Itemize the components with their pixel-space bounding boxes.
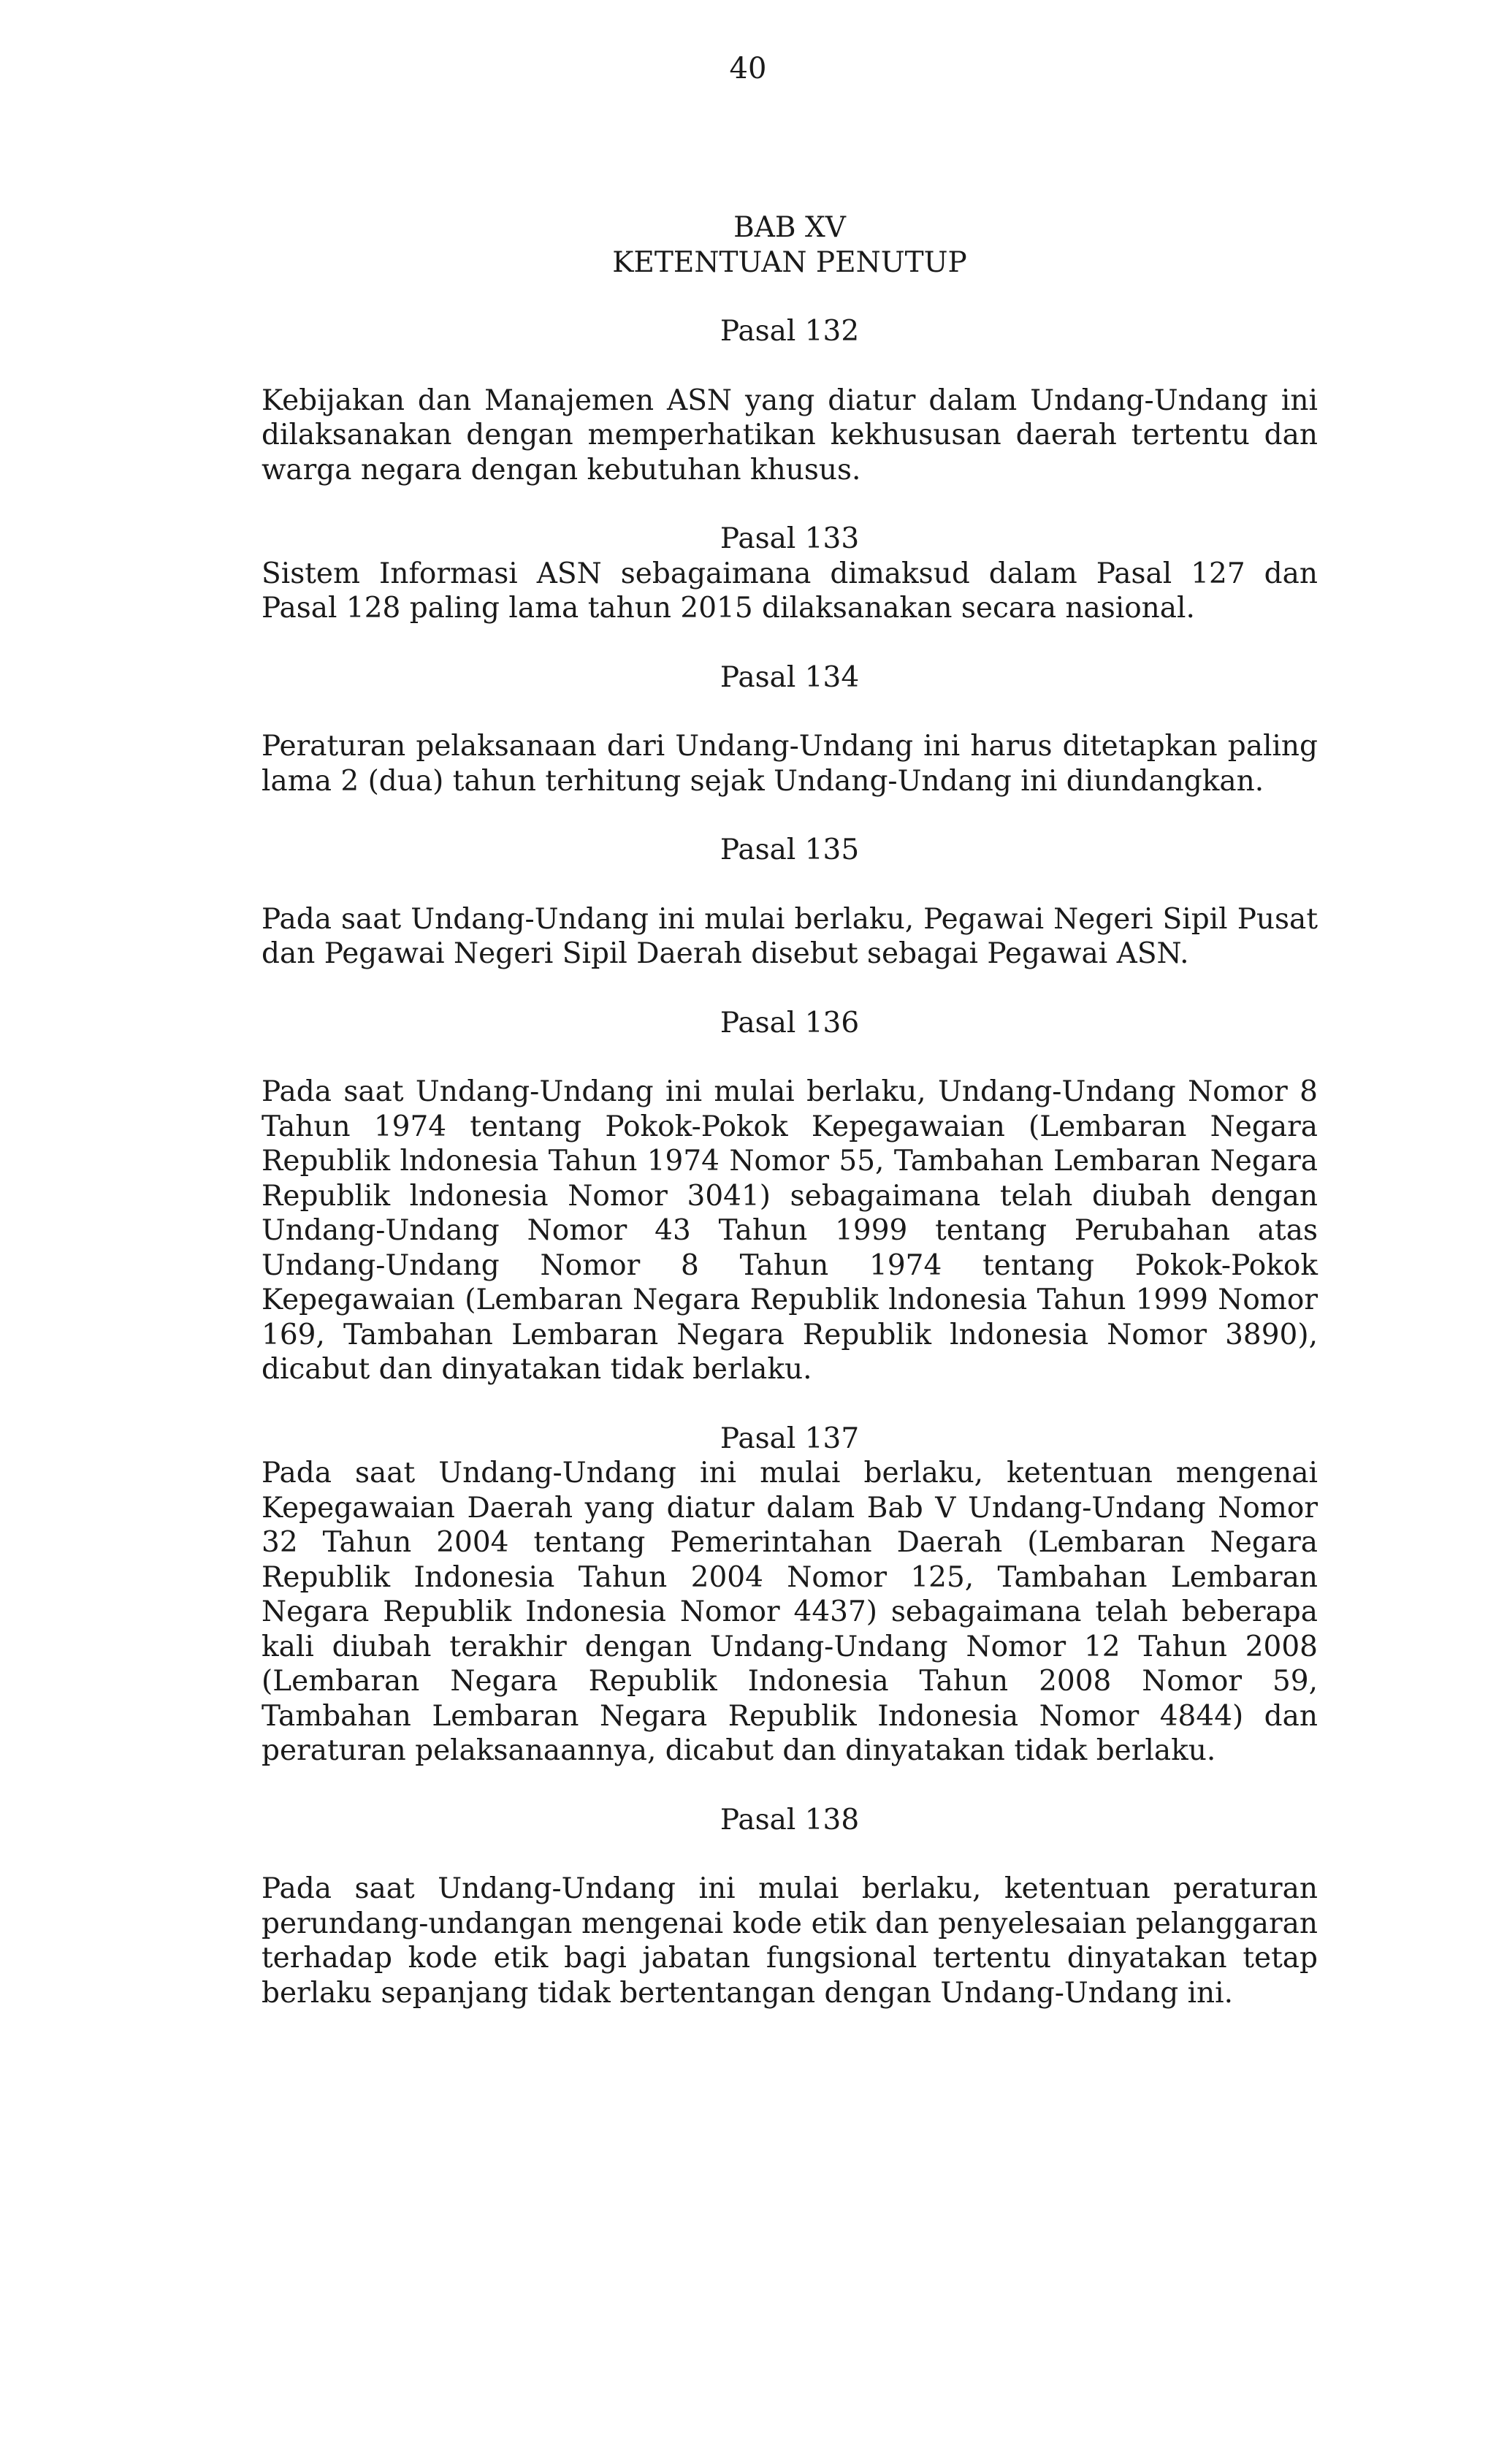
article-heading-135: Pasal 135 [720, 834, 860, 866]
article-text-132: Kebijakan dan Manajemen ASN yang diatur dalam Undang-Undang ini dilaksanakan dengan memperhatikan kekhususan daerah tertentu dan warga negara dengan kebutuhan khusus. [262, 384, 1318, 487]
article-heading-132: Pasal 132 [720, 315, 860, 348]
article-heading-133: Pasal 133 [720, 522, 860, 555]
chapter-title: KETENTUAN PENUTUP [612, 245, 967, 279]
article-text-133: Sistem Informasi ASN sebagaimana dimaksud dalam Pasal 127 dan Pasal 128 paling lama tahun 2015 dilaksanakan secara nasional. [262, 557, 1318, 625]
article-text-138: Pada saat Undang-Undang ini mulai berlaku, ketentuan peraturan perundang-undangan mengenai kode etik dan penyelesaian pelanggaran terhadap kode etik bagi jabatan fungsional tertentu dinyatakan tetap berlaku sepanjang tidak bertentangan dengan Undang-Undang ini. [262, 1872, 1318, 2010]
article-heading-138: Pasal 138 [720, 1803, 860, 1836]
article-text-137: Pada saat Undang-Undang ini mulai berlaku, ketentuan mengenai Kepegawaian Daerah yang diatur dalam Bab V Undang-Undang Nomor 32 Tahun 2004 tentang Pemerintahan Daerah (Lembaran Negara Republik Indonesia Tahun 2004 Nomor 125, Tambahan Lembaran Negara Republik Indonesia Nomor 4437) sebagaimana telah beberapa kali diubah terakhir dengan Undang-Undang Nomor 12 Tahun 2008 (Lembaran Negara Republik Indonesia Tahun 2008 Nomor 59, Tambahan Lembaran Negara Republik Indonesia Nomor 4844) dan peraturan pelaksanaannya, dicabut dan dinyatakan tidak berlaku. [262, 1457, 1318, 1767]
chapter-number: BAB XV [733, 211, 846, 244]
article-heading-137: Pasal 137 [720, 1422, 860, 1455]
document-body [262, 210, 1318, 2010]
article-text-134: Peraturan pelaksanaan dari Undang-Undang ini harus ditetapkan paling lama 2 (dua) tahun terhitung sejak Undang-Undang ini diundangkan. [262, 730, 1318, 798]
article-text-135: Pada saat Undang-Undang ini mulai berlaku, Pegawai Negeri Sipil Pusat dan Pegawai Negeri Sipil Daerah disebut sebagai Pegawai ASN. [262, 902, 1318, 970]
article-heading-136: Pasal 136 [720, 1006, 860, 1040]
article-text-136: Pada saat Undang-Undang ini mulai berlaku, Undang-Undang Nomor 8 Tahun 1974 tentang Pokok-Pokok Kepegawaian (Lembaran Negara Republik lndonesia Tahun 1974 Nomor 55, Tambahan Lembaran Negara Republik lndonesia Nomor 3041) sebagaimana telah diubah dengan Undang-Undang Nomor 43 Tahun 1999 tentang Perubahan atas Undang-Undang Nomor 8 Tahun 1974 tentang Pokok-Pokok Kepegawaian (Lembaran Negara Republik lndonesia Tahun 1999 Nomor 169, Tambahan Lembaran Negara Republik lndonesia Nomor 3890), dicabut dan dinyatakan tidak berlaku. [262, 1075, 1318, 1386]
article-heading-134: Pasal 134 [720, 660, 860, 694]
page-number: 40 [729, 52, 767, 85]
